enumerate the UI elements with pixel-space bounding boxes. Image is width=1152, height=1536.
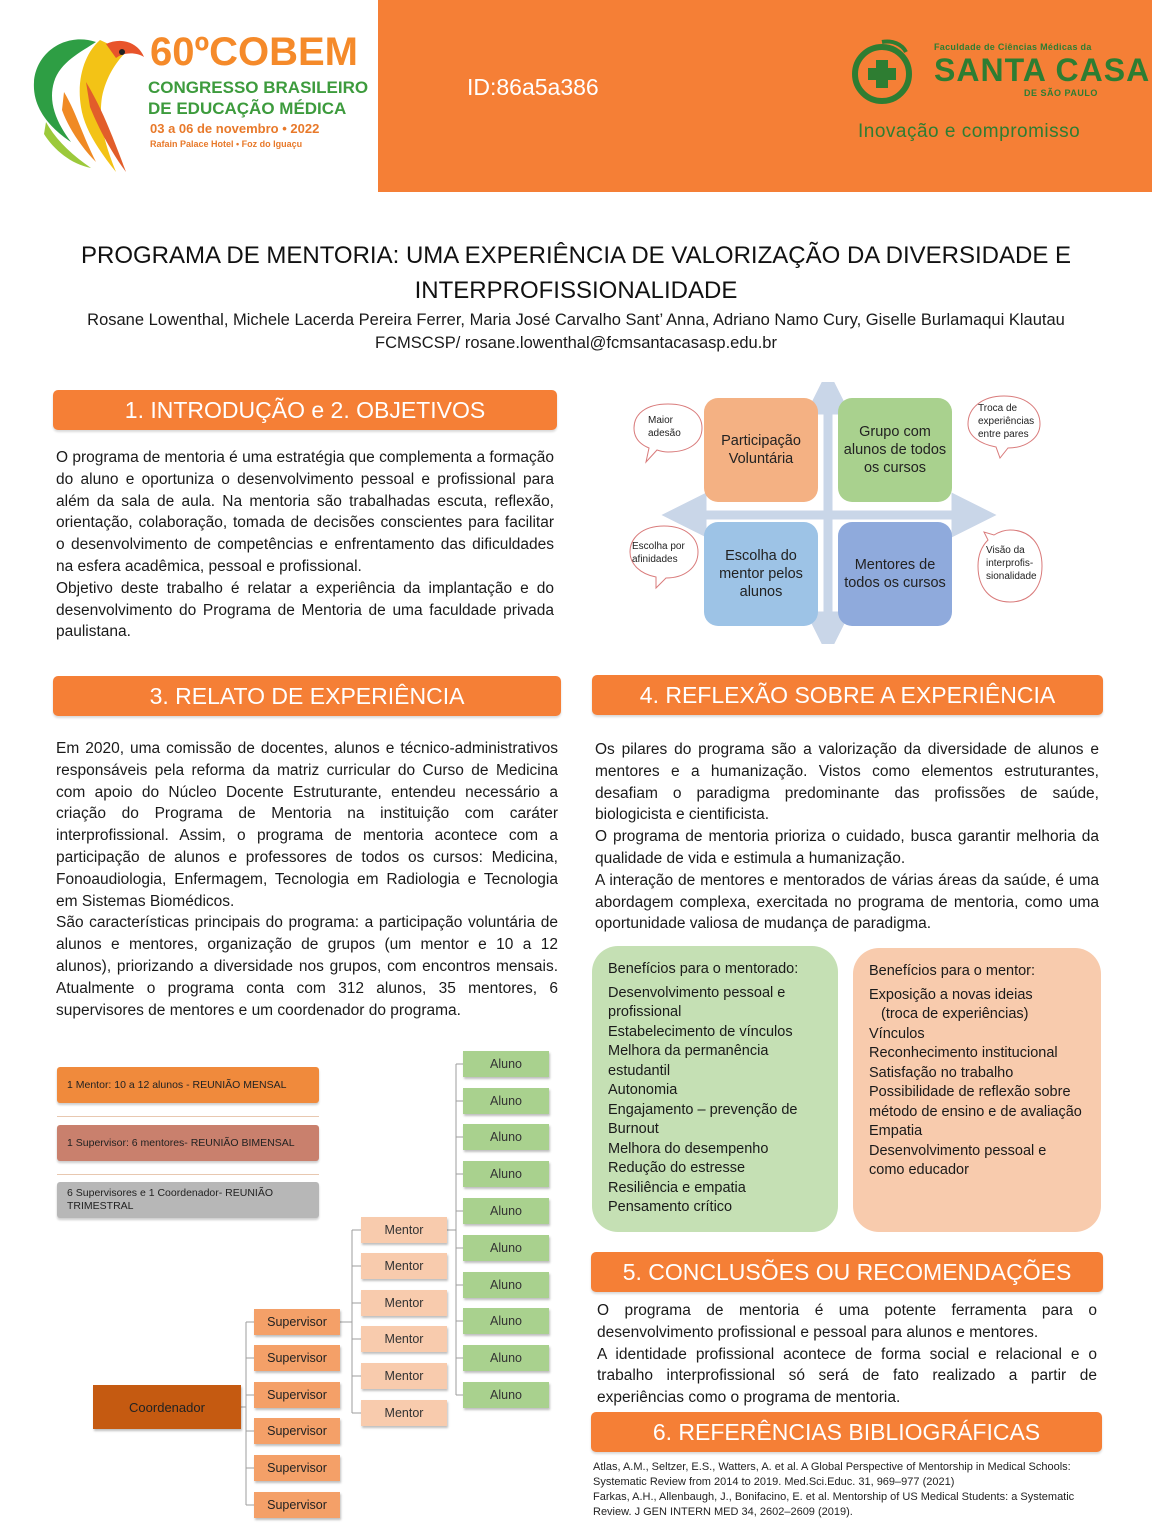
list-item: Melhora da permanência estudantil bbox=[608, 1043, 769, 1079]
mentor-node: Mentor bbox=[361, 1400, 447, 1426]
list-item: Redução do estresse bbox=[608, 1160, 746, 1176]
pillar-voluntary-box: Participação Voluntária bbox=[704, 398, 818, 502]
student-node: Aluno bbox=[463, 1161, 549, 1187]
list-item: Resiliência e empatia bbox=[608, 1179, 746, 1196]
mentor-node: Mentor bbox=[361, 1290, 447, 1316]
objective-paragraph: Objetivo deste trabalho é relatar a experiência da implantação e do desenvolvimento do Programa de Mentoria de uma faculdade privada paulistana. bbox=[56, 579, 554, 641]
introduction-paragraph: O programa de mentoria é uma estratégia que complementa a formação do aluno e oportuniza o desenvolvimento pessoal e profissional para além da sala de aula. Na mentoria são trabalhadas escuta, reflexão, orientação, colaboração, tomada de decisões conscientes para facilitar o desenvolvimento de competências e enfrentamento das dificuldades na esfera acadêmica, pessoal e profissional. bbox=[56, 449, 554, 575]
list-item: Exposição a novas ideias bbox=[869, 986, 1033, 1003]
institution-tagline: Inovação e compromisso bbox=[858, 121, 1081, 142]
list-item: Autonomia bbox=[608, 1082, 678, 1098]
congress-dates: 03 a 06 de novembro • 2022 bbox=[150, 121, 320, 136]
bubble-afinidades: Escolha por afinidades bbox=[632, 541, 685, 565]
supervisor-node: Supervisor bbox=[254, 1382, 340, 1408]
conclusions-paragraph-1: O programa de mentoria é uma potente ferramenta para o desenvolvimento profissional e pessoal para alunos e mentores. bbox=[597, 1302, 1097, 1341]
legend-coordinator-meeting: 6 Supervisores e 1 Coordenador- REUNIÃO TRIMESTRAL bbox=[57, 1182, 319, 1218]
supervisor-node: Supervisor bbox=[254, 1345, 340, 1371]
list-item: Satisfação no trabalho bbox=[869, 1064, 1014, 1081]
congress-number: 60ºCOBEM bbox=[150, 30, 358, 74]
congress-name-line2: DE EDUCAÇÃO MÉDICA bbox=[148, 99, 347, 118]
report-paragraph-1: Em 2020, uma comissão de docentes, alunos e técnico-administrativos responsáveis pela reforma da matriz curricular do Curso de Medicina com apoio do Núcleo Docente Estruturante, entendeu necessário a criação do Programa de Mentoria na instituição com caráter interprofissional. Assim, o programa de mentoria acontece com a participação de alunos e professores de todos os cursos: Medicina, Fonoaudiologia, Enfermagem, Tecnologia em Radiologia e Tecnologia em Sistemas Biomédicos. bbox=[56, 740, 558, 910]
hierarchy-connector-lines bbox=[0, 0, 560, 1536]
section-heading-reflection: 4. REFLEXÃO SOBRE A EXPERIÊNCIA bbox=[592, 675, 1103, 715]
list-item: Melhora do desempenho bbox=[608, 1140, 769, 1157]
list-item: Estabelecimento de vínculos bbox=[608, 1023, 793, 1040]
student-node: Aluno bbox=[463, 1051, 549, 1077]
section-heading-references: 6. REFERÊNCIAS BIBLIOGRÁFICAS bbox=[591, 1412, 1102, 1452]
list-item: Empatia bbox=[869, 1123, 923, 1139]
student-node: Aluno bbox=[463, 1382, 549, 1408]
legend-supervisor-meeting: 1 Supervisor: 6 mentores- REUNIÃO BIMENSAL bbox=[57, 1125, 319, 1161]
list-item: Desenvolvimento pessoal e profissional bbox=[608, 984, 786, 1020]
references-list bbox=[593, 1460, 1103, 1520]
mentee-benefits-panel bbox=[592, 946, 838, 1232]
list-item: Reconhecimento institucional bbox=[869, 1045, 1058, 1061]
bubble-interprofissionalidade: Visão da interprofis-sionalidade bbox=[986, 545, 1037, 582]
poster-id: ID:86a5a386 bbox=[467, 74, 599, 100]
supervisor-node: Supervisor bbox=[254, 1455, 340, 1481]
title-line2: INTERPROFISSIONALIDADE bbox=[414, 277, 738, 304]
mentee-benefits-heading: Benefícios para o mentorado: bbox=[608, 961, 799, 977]
mentor-node: Mentor bbox=[361, 1253, 447, 1279]
list-item: Possibilidade de reflexão sobre método de ensino e de avaliação bbox=[869, 1084, 1082, 1120]
mentor-node: Mentor bbox=[361, 1217, 447, 1243]
list-item: Desenvolvimento pessoal e como educador bbox=[869, 1142, 1047, 1178]
affiliation: FCMSCSP/ rosane.lowenthal@fcmsantacasasp.edu.br bbox=[375, 334, 777, 352]
institution-name: SANTA CASA bbox=[934, 52, 1151, 88]
conclusions-text bbox=[597, 1300, 1097, 1409]
reflection-paragraph-1: Os pilares do programa são a valorização da diversidade de alunos e mentores e a humanização. Vistos como elementos estruturantes, desafiam o paradigma predominante das profissões de saúde, biologicista e cientificista. bbox=[595, 741, 1099, 824]
mentor-node: Mentor bbox=[361, 1363, 447, 1389]
santa-casa-cross-icon bbox=[852, 38, 912, 108]
pillar-mentor-choice-box: Escolha do mentor pelos alunos bbox=[704, 522, 818, 626]
congress-name-line1: CONGRESSO BRASILEIRO bbox=[148, 78, 369, 97]
program-pillars-diagram bbox=[624, 382, 1064, 644]
institution-faculty: Faculdade de Ciências Médicas da bbox=[934, 42, 1092, 52]
bubble-adesao: Maior adesão bbox=[648, 415, 681, 439]
report-paragraph-2: São características principais do programa: a participação voluntária de alunos e mentores, organização de grupos (um mentor e 10 a 12 alunos), priorizando a diversidade nos grupos, com encontros mensais. Atualmente o programa conta com 312 alunos, 35 mentores, 6 supervisores de mentores e um coordenador do programa. bbox=[56, 914, 558, 1019]
supervisor-node: Supervisor bbox=[254, 1418, 340, 1444]
student-node: Aluno bbox=[463, 1345, 549, 1371]
student-node: Aluno bbox=[463, 1308, 549, 1334]
pillar-mentors-box: Mentores de todos os cursos bbox=[838, 522, 952, 626]
mentor-benefits-panel bbox=[853, 948, 1101, 1232]
section-heading-conclusions: 5. CONCLUSÕES OU RECOMENDAÇÕES bbox=[591, 1252, 1103, 1292]
authors: Rosane Lowenthal, Michele Lacerda Pereira Ferrer, Maria José Carvalho Sant’ Anna, Adriano Namo Cury, Giselle Burlamaqui Klautau bbox=[87, 311, 1065, 329]
bubble-troca: Troca de experiências entre pares bbox=[978, 403, 1035, 440]
section-heading-introduction: 1. INTRODUÇÃO e 2. OBJETIVOS bbox=[53, 390, 557, 430]
mentor-node: Mentor bbox=[361, 1326, 447, 1352]
student-node: Aluno bbox=[463, 1235, 549, 1261]
reference-item: Farkas, A.H., Allenbaugh, J., Bonifacino, E. et al. Mentorship of US Medical Students: a Systematic Review. J GEN INTERN MED 34, 2602–2609 (2019). bbox=[593, 1491, 1075, 1518]
list-item: Vínculos bbox=[869, 1025, 925, 1042]
list-item: Pensamento crítico bbox=[608, 1199, 733, 1215]
section-heading-report: 3. RELATO DE EXPERIÊNCIA bbox=[53, 676, 561, 716]
supervisor-node: Supervisor bbox=[254, 1492, 340, 1518]
institution-city: DE SÃO PAULO bbox=[1024, 88, 1098, 98]
reference-item: Atlas, A.M., Seltzer, E.S., Watters, A. et al. A Global Perspective of Mentorship in Medical Schools: Systematic Review from 2014 to 2019. Med.Sci.Educ. 31, 969–977 (2021) bbox=[593, 1461, 1071, 1488]
coordinator-node: Coordenador bbox=[93, 1385, 241, 1429]
supervisor-node: Supervisor bbox=[254, 1309, 340, 1335]
title-line1: PROGRAMA DE MENTORIA: UMA EXPERIÊNCIA DE VALORIZAÇÃO DA DIVERSIDADE E bbox=[81, 242, 1071, 269]
list-item: (troca de experiências) bbox=[881, 1006, 1029, 1022]
student-node: Aluno bbox=[463, 1198, 549, 1224]
reflection-paragraph-2: O programa de mentoria prioriza o cuidado, busca garantir melhoria da qualidade de vida e estimula a humanização. bbox=[595, 828, 1099, 867]
mentor-benefits-heading: Benefícios para o mentor: bbox=[869, 963, 1036, 979]
list-item: Engajamento – prevenção de Burnout bbox=[608, 1101, 798, 1137]
student-node: Aluno bbox=[463, 1124, 549, 1150]
legend-mentor-meeting: 1 Mentor: 10 a 12 alunos - REUNIÃO MENSAL bbox=[57, 1067, 319, 1103]
reflection-paragraph-3: A interação de mentores e mentorados de várias áreas da saúde, é uma abordagem complexa, exercitada no programa de mentoria, como uma oportunidade valiosa de mudança de paradigma. bbox=[595, 871, 1099, 933]
conclusions-paragraph-2: A identidade profissional acontece de forma social e relacional e o trabalho interprofissional só será de fato realizado a partir de experiências como o programa de mentoria. bbox=[597, 1345, 1097, 1407]
student-node: Aluno bbox=[463, 1088, 549, 1114]
pillar-groups-box: Grupo com alunos de todos os cursos bbox=[838, 398, 952, 502]
reflection-text bbox=[595, 739, 1099, 935]
congress-place: Rafain Palace Hotel • Foz do Iguaçu bbox=[150, 139, 303, 149]
student-node: Aluno bbox=[463, 1272, 549, 1298]
